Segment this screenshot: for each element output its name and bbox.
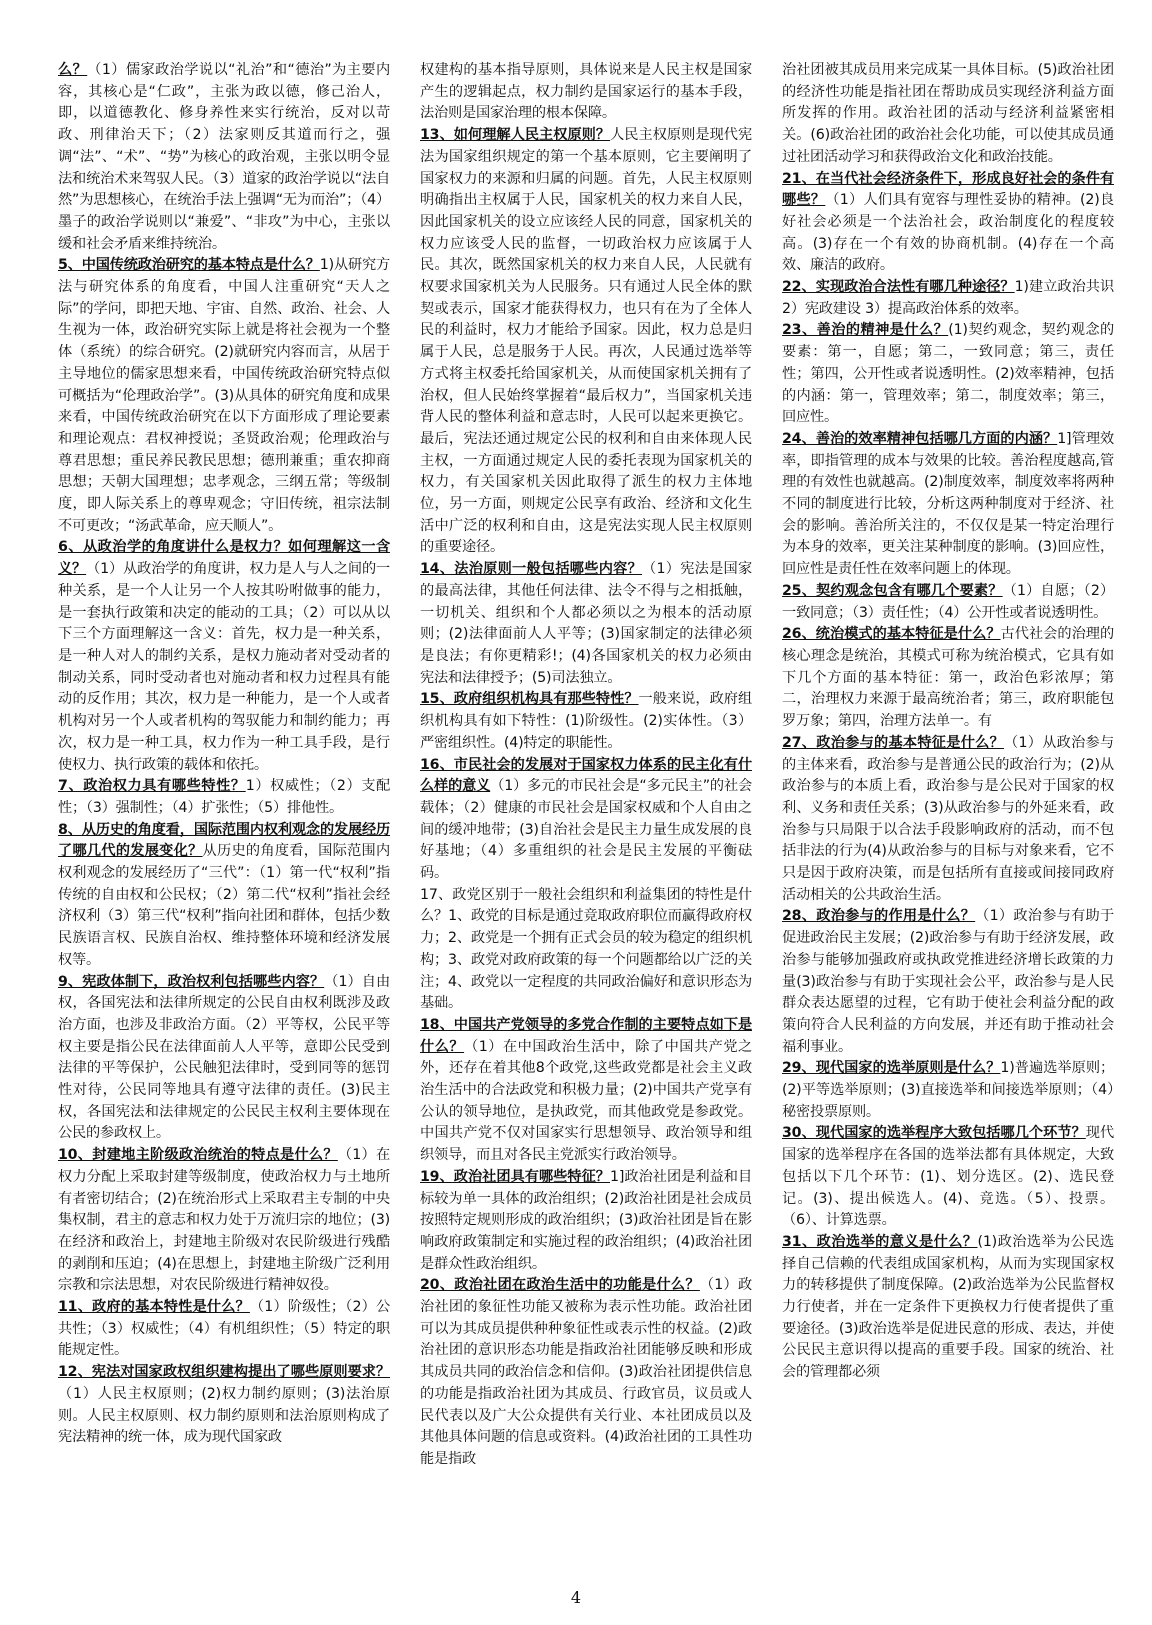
question-heading: 13、如何理解人民主权原则？: [420, 127, 611, 144]
question-heading: 16、市民社会的发展对于国家权力体系的民主化有什么样的意义: [420, 756, 752, 795]
qa-paragraph: [782, 320, 1114, 429]
question-heading: 22、实现政治合法性有哪几种途径？: [782, 279, 1015, 296]
question-heading: 6、从政治学的角度讲什么是权力？如何理解这一含义？: [58, 539, 390, 578]
answer-text: 1)普遍选举原则；(2)平等选举原则；(3)直接选举和间接选举原则；（4）秘密投票原则。: [782, 1060, 1114, 1120]
answer-text: 1)从研究方法与研究体系的角度看，中国人注重研究“天人之际”的学问，即把天地、宇宙、自然、政治、社会、人生视为一体，政治研究实际上就是将社会视为一个整体（系统）的综合研究。(2)就研究内容而言，从居于主导地位的儒家思想来看，中国传统政治研究特点似可概括为“伦理政治学”。(3)从具体的研究角度和成果来看，中国传统政治研究在以下方面形成了理论要素和理论观点：君权神授说；圣贤政治观；伦理政治与尊君思想；重民养民教民思想；德刑兼重；重农抑商思想；天朝大国理想；忠孝观念，三纲五常；等级制度，即人际关系上的尊卑观念；守旧传统，祖宗法制不可更改；“汤武革命，应天顺人”。: [58, 257, 390, 534]
question-heading: 么？: [58, 62, 88, 78]
text-column-3: [782, 60, 1114, 1590]
question-heading: 27、政治参与的基本特征是什么？: [782, 734, 1005, 751]
qa-paragraph: [782, 1058, 1114, 1123]
question-heading: 28、政治参与的作用是什么？: [782, 908, 976, 925]
answer-text: 1]政治社团是利益和目标较为单一具体的政治组织；(2)政治社团是社会成员按照特定规则形成的政治组织；(3)政治社团是旨在影响政府政策制定和实施过程的政治组织；(4)政治社团是群众性政治组织。: [420, 1168, 752, 1272]
answer-text: （1）政治社团的象征性功能又被称为表示性功能。政治社团可以为其成员提供种种象征性或表示性的权益。(2)政治社团的意识形态功能是指政治社团能够反映和形成其成员共同的政治信念和信仰。(3)政治社团提供信息的功能是指政治社团为其成员、行政官员，议员或人民代表以及广大公众提供有关行业、本社团成员以及其他具体问题的信息或资料。(4)政治社团的工具性功能是指政: [420, 1277, 752, 1467]
qa-paragraph: [420, 755, 752, 885]
answer-text: （1）从政治参与的主体来看，政治参与是普通公民的政治行为；(2)从政治参与的本质上看，政治参与是公民对于国家的权利、义务和责任关系；(3)从政治参与的外延来看，政治参与只局限于以合法手段影响政府的活动，而不包括非法的行为(4)从政治参与的目标与对象来看，它不只是因于政府决策，而是包括所有直接或间接同政府活动相关的公共政治生活。: [782, 734, 1114, 903]
question-heading: 21、在当代社会经济条件下，形成良好社会的条件有哪些？: [782, 170, 1114, 209]
qa-paragraph: [58, 1362, 390, 1449]
answer-text: 权建构的基本指导原则，具体说来是人民主权是国家产生的逻辑起点，权力制约是国家运行的基本手段，法治则是国家治理的根本保障。: [420, 62, 752, 122]
qa-paragraph: [782, 624, 1114, 733]
answer-text: （1）在中国政治生活中，除了中国共产党之外，还存在着其他8个政党,这些政党都是社会主义政治生活中的合法政党和积极力量；(2)中国共产党享有公认的领导地位，是执政党，而其他政党是参政党。中国共产党不仅对国家实行思想领导、政治领导和组织领导，而且对各民主党派实行政治领导。: [420, 1038, 752, 1164]
answer-text: （1）政治参与有助于促进政治民主发展；(2)政治参与有助于经济发展，政治参与能够加强政府或执政党推进经济增长政策的力量(3)政治参与有助于实现社会公平，政治参与是人民群众表达愿望的过程，它有助于使社会利益分配的政策向符合人民利益的方向发展，并还有助于推动社会福利事业。: [782, 908, 1114, 1055]
answer-text: (1)契约观念，契约观念的要素：第一，自愿；第二，一致同意；第三，责任性；第四，公开性或者说透明性。(2)效率精神，包括的内涵：第一，管理效率；第二，制度效率；第三，回应性。: [782, 322, 1114, 426]
answer-text: （1）从政治学的角度讲，权力是人与人之间的一种关系，是一个人让另一个人按其吩咐做事的能力，是一套执行政策和决定的能动的工具；（2）可以从以下三个方面理解这一含义：首先，权力是一种关系，是一种人对人的制约关系，是权力施动者对受动者的制动关系，同时受动者也对施动者和权力过程具有能动的反作用；其次，权力是一种能力，是一个人或者机构对另一个人或者机构的驾驭能力和制约能力；再次，权力是一种工具，权力作为一种工具手段，是行使权力、执行政策的载体和依托。: [58, 561, 390, 773]
qa-paragraph: [782, 429, 1114, 581]
qa-paragraph: [420, 1015, 752, 1167]
qa-paragraph: [58, 972, 390, 1146]
question-heading: 29、现代国家的选举原则是什么？: [782, 1060, 1001, 1077]
answer-text: 1]管理效率，即指管理的成本与效果的比较。善治程度越高,管理的有效性也就越高。(2)制度效率，制度效率将两种不同的制度进行比较，分析这两种制度对于经济、社会的影响。善治所关注的，不仅仅是某一特定治理行为本身的效率，更关注某种制度的影响。(3)回应性，回应性是责任性在效率问题上的体现。: [782, 430, 1114, 578]
text-column-1: [58, 60, 390, 1590]
question-heading: 23、善治的精神是什么？: [782, 322, 949, 339]
question-heading: 25、契约观念包含有哪几个要素？: [782, 582, 1003, 599]
question-heading: 20、政治社团在政治生活中的功能是什么？: [420, 1277, 700, 1294]
question-heading: 15、政府组织机构具有那些特性？: [420, 691, 639, 708]
question-heading: 24、善治的效率精神包括哪几方面的内涵？: [782, 430, 1058, 447]
qa-paragraph: [782, 581, 1114, 624]
answer-text: 古代社会的治理的核心理念是统治，其模式可称为统治模式，它具有如下几个方面的基本特征：第一，政治色彩浓厚；第二，治理权力来源于最高统治者；第三，政府职能包罗万象；第四，治理方法单一。有: [782, 626, 1114, 730]
question-heading: 26、统治模式的基本特征是什么？: [782, 626, 1001, 643]
qa-paragraph: [420, 885, 752, 1015]
answer-text: 一般来说，政府组织机构具有如下特性：(1)阶级性。(2)实体性。（3）严密组织性。(4)特定的职能性。: [420, 691, 752, 751]
answer-text: 1)建立政治共识 2）宪政建设 3）提高政治体系的效率。: [782, 279, 1114, 317]
qa-paragraph: [420, 1167, 752, 1276]
qa-paragraph: [782, 906, 1114, 1058]
answer-text: （1）儒家政治学说以“礼治”和“德治”为主要内容，其核心是“仁政”，主张为政以德，修己治人，即，以道德教化、修身养性来实行统治，反对以苛政、刑律治天下；（2）法家则反其道而行之，强调“法”、“术”、“势”为核心的政治观，主张以明令显法和统治术来驾驭人民。（3）道家的政治学说以“法自然”为思想核心，在统治手法上强调“无为而治”；（4）墨子的政治学说则以“兼爱”、“非攻”为中心，主张以缓和社会矛盾来维持统治。: [58, 62, 390, 252]
qa-paragraph: [58, 537, 390, 776]
answer-text: 治社团被其成员用来完成某一具体目标。(5)政治社团的经济性功能是指社团在帮助成员实现经济利益方面所发挥的作用。政治社团的活动与经济利益紧密相关。(6)政治社团的政治社会化功能，可以使其成员通过社团活动学习和获得政治文化和政治技能。: [782, 62, 1114, 165]
question-heading: 7、政治权力具有哪些特性？: [58, 778, 246, 795]
answer-text: （1）在权力分配上采取封建等级制度，使政治权力与土地所有者密切结合；(2)在统治形式上采取君主专制的中央集权制，君主的意志和权力处于万流归宗的地位；(3)在经济和政治上，封建地主阶级对农民阶级进行残酷的剥削和压迫；(4)在思想上，封建地主阶级广泛利用宗教和宗法思想，对农民阶级进行精神奴役。: [58, 1147, 390, 1294]
answer-text: （1）人民主权原则；(2)权力制约原则；(3)法治原则。人民主权原则、权力制约原则和法治原则构成了宪法精神的统一体，成为现代国家政: [58, 1385, 390, 1446]
answer-text: 17、政党区别于一般社会组织和利益集团的特性是什么？1、政党的目标是通过竞取政府职位而赢得政府权力；2、政党是一个拥有正式会员的较为稳定的组织机构；3、政党对政府政策的每一个问题都给以广泛的关注；4、政党以一定程度的共同政治偏好和意识形态为基础。: [420, 886, 752, 1012]
qa-paragraph: [58, 1145, 390, 1297]
question-heading: 12、宪法对国家政权组织建构提出了哪些原则要求？: [58, 1364, 390, 1381]
answer-text: （1）自由权，各国宪法和法律所规定的公民自由权利既涉及政治方面，也涉及非政治方面。（2）平等权，公民平等权主要是指公民在法律面前人人平等，意即公民受到法律的平等保护，公民触犯法律时，受到同等的惩罚性对待，公民同等地具有遵守法律的责任。(3)民主权，各国宪法和法律规定的公民民主权利主要体现在公民的参政权上。: [58, 973, 390, 1142]
qa-paragraph: [782, 277, 1114, 320]
qa-paragraph: [782, 1123, 1114, 1232]
answer-text: （1）阶级性；（2）公共性；（3）权威性；（4）有机组织性；（5）特定的职能规定性。: [58, 1299, 390, 1359]
qa-paragraph: [782, 1232, 1114, 1384]
answer-text: (1)政治选举为公民选择自己信赖的代表组成国家机构，从而为实现国家权力的转移提供了制度保障。(2)政治选举为公民监督权力行使者，并在一定条件下更换权力行使者提供了重要途径。(3)政治选举是促进民意的形成、表达，并使公民民主意识得以提高的重要手段。国家的统治、社会的管理都必须: [782, 1233, 1114, 1381]
qa-paragraph: [782, 733, 1114, 907]
answer-text: （1）自愿；（2）一致同意；（3）责任性；（4）公开性或者说透明性。: [782, 582, 1114, 621]
qa-paragraph: [58, 776, 390, 819]
answer-text: 人民主权原则是现代宪法为国家组织规定的第一个基本原则，它主要阐明了国家权力的来源和归属的问题。首先，人民主权原则明确指出主权属于人民，国家机关的权力来自人民，因此国家机关的设立应该经人民的同意，国家机关的权力应该受人民的监督，一切政治权力应该属于人民。其次，既然国家机关的权力来自人民，人民就有权要求国家机关为人民服务。只有通过人民全体的默契或表示，国家才能获得权力，也只有在为了全体人民的利益时，权力才能给予国家。因此，权力总是归属于人民，总是服务于人民。再次，人民通过选举等方式将主权委托给国家机关，从而使国家机关拥有了治权，但人民始终掌握着“最后权力”，当国家机关违背人民的整体利益和意志时，人民可以起来更换它。最后，宪法还通过规定公民的权利和自由来体现人民主权，一方面通过规定人民的委托表现为国家机关的权力，有关国家机关因此取得了派生的权力主体地位，另一方面，则规定公民享有政治、经济和文化生活中广泛的权利和自由，这是宪法实现人民主权原则的重要途径。: [420, 127, 752, 556]
question-heading: 18、中国共产党领导的多党合作制的主要特点如下是什么？: [420, 1016, 752, 1055]
qa-paragraph: [420, 125, 752, 559]
qa-paragraph: [782, 60, 1114, 169]
qa-paragraph: [58, 1297, 390, 1362]
question-heading: 10、封建地主阶级政治统治的特点是什么？: [58, 1147, 338, 1164]
qa-paragraph: [782, 169, 1114, 278]
question-heading: 8、从历史的角度看，国际范围内权利观念的发展经历了哪几代的发展变化？: [58, 821, 390, 860]
qa-paragraph: [420, 60, 752, 125]
text-column-2: [420, 60, 752, 1590]
qa-paragraph: [58, 820, 390, 972]
answer-text: 现代国家的选举程序在各国的选举法都有具体规定，大致包括以下几个环节：(1)、划分选区。(2)、选民登记。(3)、提出候选人。(4)、竞选。（5）、投票。（6）、计算选票。: [782, 1125, 1114, 1229]
qa-paragraph: [58, 255, 390, 537]
answer-text: 从历史的角度看，国际范围内权利观念的发展经历了“三代”：（1）第一代“权利”指传统的自由权和公民权；（2）第二代“权利”指社会经济权利（3）第三代“权利”指向社团和群体，包括少数民族语言权、民族自治权、维持整体环境和经济发展权等。: [58, 843, 390, 968]
question-heading: 9、宪政体制下，政治权利包括哪些内容？: [58, 973, 325, 990]
question-heading: 19、政治社团具有哪些特征？: [420, 1168, 610, 1185]
question-heading: 30、现代国家的选举程序大致包括哪几个环节？: [782, 1125, 1086, 1142]
page-number: 4: [570, 1588, 582, 1607]
qa-paragraph: [420, 1275, 752, 1470]
qa-paragraph: [420, 559, 752, 689]
question-heading: 31、政治选举的意义是什么？: [782, 1233, 978, 1250]
answer-text: （1）人们具有宽容与理性妥协的精神。(2)良好社会必须是一个法治社会，政治制度化的程度较高。(3)存在一个有效的协商机制。(4)存在一个高效、廉洁的政府。: [782, 192, 1114, 274]
question-heading: 14、法治原则一般包括哪些内容？: [420, 561, 643, 578]
question-heading: 5、中国传统政治研究的基本特点是什么？: [58, 257, 320, 274]
question-heading: 11、政府的基本特性是什么？: [58, 1299, 250, 1316]
answer-text: （1）多元的市民社会是“多元民主”的社会载体；（2）健康的市民社会是国家权威和个人自由之间的缓冲地带；(3)自治社会是民主力量生成发展的良好基地；（4）多重组织的社会是民主发展的平衡砝码。: [420, 778, 752, 882]
answer-text: 1）权威性；（2）支配性；（3）强制性；（4）扩张性；（5）排他性。: [58, 778, 390, 816]
qa-paragraph: [420, 689, 752, 754]
qa-paragraph: [58, 60, 390, 255]
answer-text: （1）宪法是国家的最高法律，其他任何法律、法令不得与之相抵触，一切机关、组织和个人都必须以之为根本的活动原则；(2)法律面前人人平等；(3)国家制定的法律必须是良法；有你更精彩!；(4)各国家机关的权力必须由宪法和法律授予；(5)司法独立。: [420, 561, 752, 686]
